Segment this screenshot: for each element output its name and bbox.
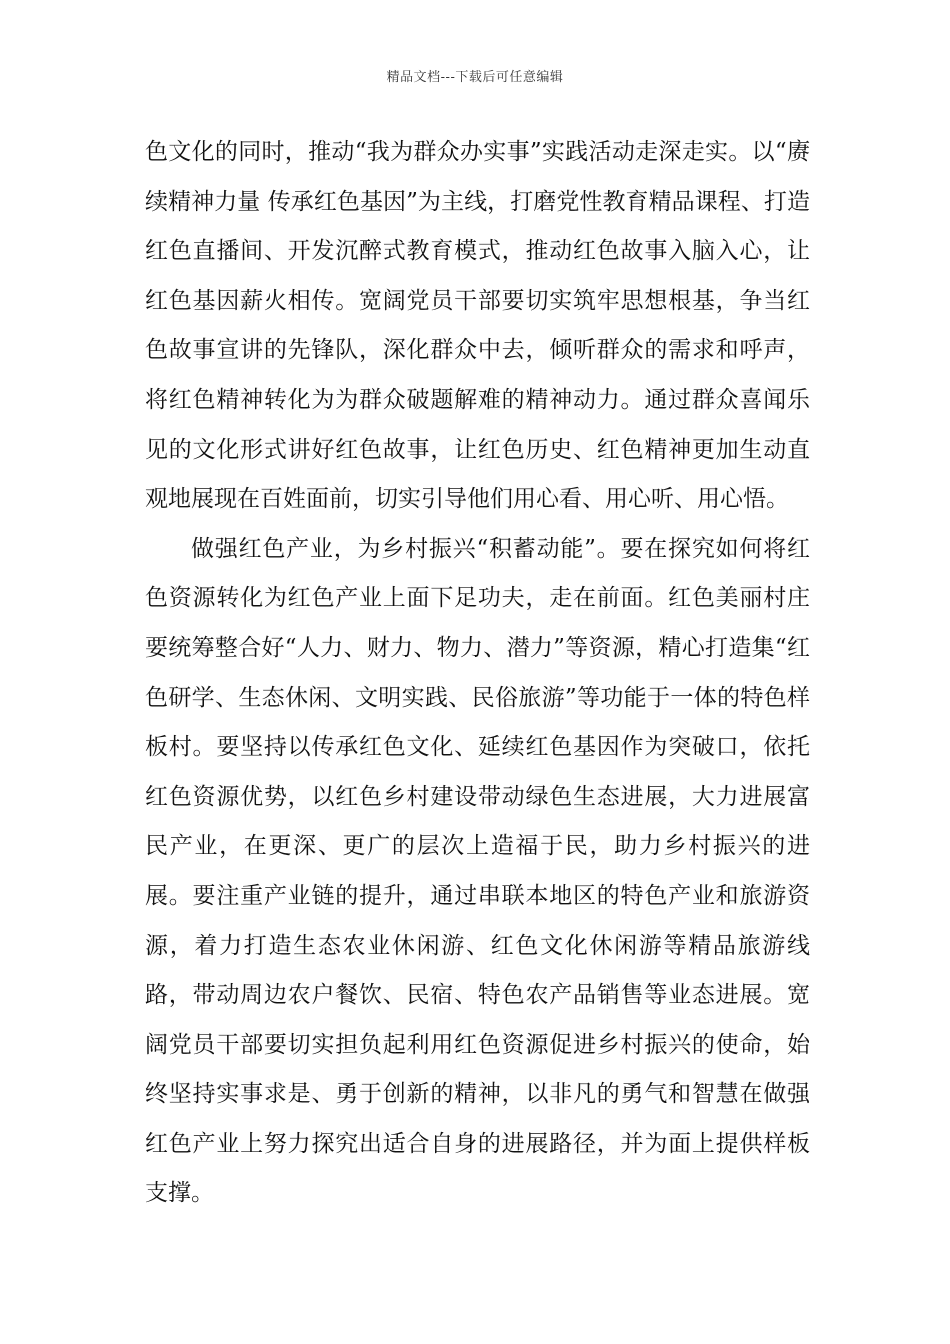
paragraph-red-industry: 做强红色产业，为乡村振兴“积蓄动能”。要在探究如何将红色资源转化为红色产业上面下足功夫，走在前面。红色美丽村庄要统筹整合好“人力、财力、物力、潜力”等资源，精心打造集“红色研学、生态休闲、文明实践、民俗旅游”等功能于一体的特色样板村。要坚持以传承红色文化、延续红色基因作为突破口，依托红色资源优势，以红色乡村建设带动绿色生态进展，大力进展富民产业，在更深、更广的层次上造福于民，助力乡村振兴的进展。要注重产业链的提升，通过串联本地区的特色产业和旅游资源，着力打造生态农业休闲游、红色文化休闲游等精品旅游线路，带动周边农户餐饮、民宿、特色农产品销售等业态进展。宽阔党员干部要切实担负起利用红色资源促进乡村振兴的使命，始终坚持实事求是、勇于创新的精神，以非凡的勇气和智慧在做强红色产业上努力探究出适合自身的进展路径，并为面上提供样板支撑。 xyxy=(145,535,810,1207)
paragraph-continuation: 色文化的同时，推动“我为群众办实事”实践活动走深走实。以“赓续精神力量 传承红色基因”为主线，打磨党性教育精品课程、打造红色直播间、开发沉醉式教育模式，推动红色故事入脑入心，让红色基因薪火相传。宽阔党员干部要切实筑牢思想根基，争当红色故事宣讲的先锋队，深化群众中去，倾听群众的需求和呼声，将红色精神转化为为群众破题解难的精神动力。通过群众喜闻乐见的文化形式讲好红色故事，让红色历史、红色精神更加生动直观地展现在百姓面前，切实引导他们用心看、用心听、用心悟。 xyxy=(145,139,810,513)
document-body xyxy=(145,128,810,1219)
page-header: 精品文档---下载后可任意编辑 xyxy=(386,70,564,85)
